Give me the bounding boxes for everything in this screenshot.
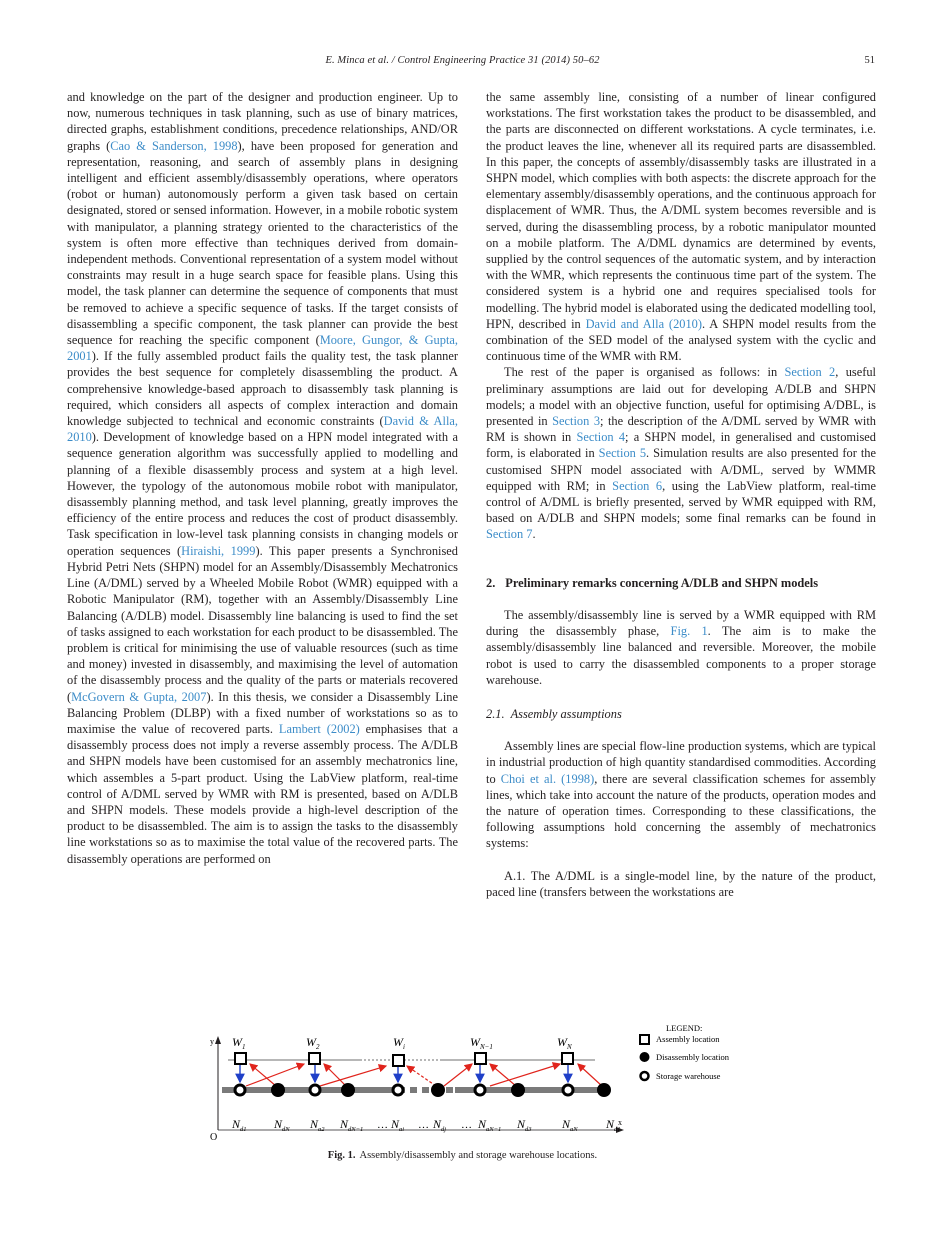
header-citation: E. Minca et al. / Control Engineering Practice 31 (2014) 50–62 [325, 55, 600, 66]
section-title: Preliminary remarks concerning A/DLB and SHPN models [505, 575, 819, 590]
figure-label: Fig. 1. [327, 1150, 356, 1161]
ellipsis: … [418, 1119, 429, 1131]
robot-move-arrow [407, 1066, 436, 1086]
citation-link[interactable]: Cao & Sanderson, 1998 [110, 138, 238, 153]
text-run: Assembly lines are special flow-line production systems, which are typical in industrial production of high quantity standardised commodities. According to [486, 739, 876, 786]
storage-location [563, 1085, 573, 1095]
storage-location [393, 1085, 403, 1095]
legend-storage-marker [641, 1072, 649, 1080]
text-run: ). In this thesis, we consider a Disassembly Line Balancing Problem (DLBP) with a fixed number of workstations so as to maximise the value of recovered parts. [67, 689, 458, 736]
disassembly-location [511, 1083, 525, 1097]
node-label: $N_{aN-1}$ [478, 1117, 502, 1133]
figure-caption-text: Assembly/disassembly and storage warehouse locations. [359, 1150, 598, 1161]
figure-link[interactable]: Fig. 1 [670, 624, 708, 639]
section-heading [486, 575, 876, 591]
workstation-label: $W_1$ [232, 1035, 246, 1051]
citation-link[interactable]: Choi et al. (1998) [500, 771, 595, 786]
citation-link[interactable]: David & Alla, 2010 [67, 414, 458, 445]
node-label: $N_{aN}$ [562, 1117, 578, 1133]
text-run: emphasises that a disassembly process does not imply a reverse assembly process. The A/DLB and SHPN models have been customised for an assembly mechatronics line, which assembles a 5-part product. Using the LabView platform, real-time control of A/DML served by WMR with RM is presented, based on A/DLB and SHPN models. These models provide a high-level description of the product to be disassembled. The aim is to assign the tasks to the disassembly line workstations so as to maximise the total value of the recovered parts. The disassembly operations are performed on [67, 721, 458, 866]
running-header [0, 55, 925, 71]
node-label: $N_{d3}$ [517, 1117, 532, 1133]
y-axis-arrow [215, 1036, 221, 1044]
robot-move-arrow [490, 1064, 560, 1086]
citation-link[interactable]: McGovern & Gupta, 2007 [71, 689, 207, 704]
citation-link[interactable]: David and Alla (2010) [585, 316, 702, 331]
text-run: . A SHPN model results from the combination of the SED model of the analysed system with the cyclic and continuous time of the WMR with RM. [486, 316, 876, 364]
text-run: ), have been proposed for generation and representation, reasoning, and search of assembly plans in designing intelligent and efficient assembly/disassembly operations, where operators (robot or human) autonomously perform a given task based on certain designated, stored or sensed information. However, in a mobile robotic system with manipulator, a planning strategy oriented to the characteristics of the system is often more effective than techniques derived from domain-independent methods. Conventional representation of a system model without constraints may result in a huge search space for feasible plans. Using this model, the task planner can determine the sequence of components that must be removed to achieve a specific sequence of tasks. If the target consists of disassembling a specific component, the task planner can provide the best sequence for reaching the specific component ( [67, 138, 458, 348]
figure-caption [0, 1150, 925, 1161]
node-label: $N_{ai}$ [391, 1117, 405, 1133]
figure-1 [200, 1022, 760, 1157]
robot-move-arrow [490, 1064, 516, 1086]
storage-location [475, 1085, 485, 1095]
text-run: The rest of the paper is organised as follows: in [504, 365, 785, 380]
text-run: ). Development of knowledge based on a HPN model integrated with a sequence generation algorithm was successfully applied to modelling and planning of a flexible disassembly process and system at a high level. However, the typology of the autonomous mobile robot with manipulator, disassembly planning method, and task level planning, greatly improves the efficiency of the entire process and reduces the cost of product disassembly. Task specification in low-level task planning consists in changing models or operation sequences ( [67, 430, 458, 558]
paragraph [486, 89, 876, 364]
y-axis-label: y [210, 1037, 214, 1046]
workstation-label: $W_N$ [557, 1035, 572, 1051]
text-run: A.1. The A/DML is a single-model line, by the nature of the product, paced line (transfers between the workstations are [486, 868, 876, 899]
disassembly-location [271, 1083, 285, 1097]
node-label: $N_{dN}$ [274, 1117, 290, 1133]
legend-assembly-marker [640, 1035, 649, 1044]
origin-label: O [210, 1132, 218, 1143]
text-run: . Simulation results are also presented for the customised SHPN model associated with A/DML, served by WMMR equipped with RM; in [486, 446, 876, 493]
figure-diagram [200, 1022, 760, 1150]
paragraph [486, 738, 876, 851]
node-label: $N_{a2}$ [310, 1117, 325, 1133]
node-label: $N_{dj}$ [433, 1117, 447, 1133]
text-run: the same assembly line, consisting of a number of linear configured workstations. The first workstation takes the product to be disassembled, and the parts are disconnected on different workstations. A cycle terminates, i.e. the product leaves the line, whenever all its required parts are disassembled. In this paper, the concepts of assembly/disassembly tasks are illustrated in a SHPN model, which complies with both aspects: the discrete approach for the elementary assembly/disassembly operations, and the continuous approach for displacement of WMR. Thus, the A/DML system becomes reversible and is served, during the disassembling process, by a robotic manipulator mounted on a mobile platform. The A/DML dynamics are determined by events, supplied by the control sequences of the automatic system, and by interaction with the WMR, which represents the continuous time part of the system. The considered system is a hybrid one and requires specialised tools for modelling. The hybrid model is elaborated using the dedicated modelling tool, HPN, described in [486, 90, 876, 331]
workstation-marker [393, 1055, 404, 1066]
storage-location [310, 1085, 320, 1095]
section-link[interactable]: Section 3 [552, 414, 601, 429]
text-run: , there are several classification schemes for assembly lines, which take into account the nature of the products, operation modes and the nature of operation times. Corresponding to these classifications, the following assumptions hold concerning the assembly of mechatronics systems: [486, 771, 876, 851]
left-column [67, 89, 458, 867]
citation-link[interactable]: Lambert (2002) [278, 721, 360, 736]
paragraph [486, 364, 876, 542]
paragraph [486, 607, 876, 688]
text-run: ). If the fully assembled product fails the quality test, the task planner provides the best sequence for completely disassembling the product. A comprehensive knowledge-based approach to disassembly task planning is required, which considers all aspects of complex interaction and domain knowledge subjected to technical and economic constraints ( [67, 349, 458, 429]
disassembly-location [597, 1083, 611, 1097]
workstation-marker [235, 1053, 246, 1064]
workstation-label: $W_2$ [306, 1035, 320, 1051]
text-run: . [532, 527, 536, 542]
workstation-marker [562, 1053, 573, 1064]
header-journal: Control Engineering Practice 31 (2014) 50–62 [397, 55, 600, 66]
text-run: ). This paper presents a Synchronised Hybrid Petri Nets (SHPN) model for an Assembly/Disassembly Mechatronics Line (A/DML) served by a Wheeled Mobile Robot (WMR) equipped with a Robotic Manipulator (RM), together with an Assembly/Disassembly Line Balancing (A/DLB) model. Disassembly line balancing is used to find the set of tasks assigned to each workstation for each product to be disassembled. The problem is critical for minimising the use of valuable resources (such as time and money) invested in disassembly, and maximising the level of automation of the disassembly process and the quality of the parts or materials recovered ( [67, 543, 458, 704]
node-label: $N_{dN-1}$ [340, 1117, 364, 1133]
text-run: . The aim is to make the assembly/disassembly line balanced and reversible. Moreover, the mobile robot is used to carry the disassembled components to a proper storage warehouse. [486, 624, 877, 687]
section-link[interactable]: Section 4 [576, 430, 626, 445]
text-run: , useful preliminary assumptions are laid out for developing A/DLB and SHPN models; a model with an objective function, useful for optimising A/DBL, is presented in [486, 365, 877, 429]
robot-move-arrow [320, 1066, 386, 1086]
workstation-label: $W_{N-1}$ [470, 1035, 493, 1051]
workstation-marker [475, 1053, 486, 1064]
legend-disassembly-label: Disassembly location [656, 1052, 729, 1062]
subsection-heading [486, 706, 876, 722]
section-number: 2. [486, 575, 496, 590]
section-link[interactable]: Section 7 [486, 527, 533, 542]
workstation-marker [309, 1053, 320, 1064]
storage-location [235, 1085, 245, 1095]
section-link[interactable]: Section 6 [612, 478, 663, 493]
x-axis-label: x [618, 1118, 622, 1127]
header-authors: E. Minca et al. [325, 55, 390, 66]
robot-move-arrow [324, 1064, 346, 1086]
paragraph [67, 89, 458, 867]
disassembly-location [341, 1083, 355, 1097]
text-run: , using the LabView platform, real-time control of A/DML is briefly presented, served by WMR equipped with RM, based on A/DLB and SHPN models; some final remarks can be found in [486, 478, 876, 526]
node-label: $N_{d1}$ [232, 1117, 247, 1133]
section-link[interactable]: Section 2 [784, 365, 836, 380]
citation-link[interactable]: Moore, Gungor, & Gupta, 2001 [67, 333, 458, 364]
text-run: ; a SHPN model, in generalised and customised form, is elaborated in [486, 430, 876, 461]
legend-storage-label: Storage warehouse [656, 1071, 721, 1081]
text-run: and knowledge on the part of the designer and production engineer. Up to now, numerous techniques in task planning, such as use of binary matrices, directed graphs, establishment conditions, precedence relationships, AND/OR graphs ( [67, 90, 458, 153]
robot-move-arrow [444, 1064, 472, 1086]
ellipsis: … [377, 1119, 388, 1131]
page-number: 51 [864, 55, 875, 66]
workstation-label: $W_i$ [393, 1035, 405, 1051]
legend-title: LEGEND: [666, 1023, 703, 1033]
right-column [486, 89, 876, 900]
legend-assembly-label: Assembly location [656, 1034, 720, 1044]
robot-move-arrow [578, 1064, 602, 1086]
legend-disassembly-marker [640, 1052, 650, 1062]
disassembly-location [431, 1083, 445, 1097]
text-run: ; the description of the A/DML served by WMR with RM is shown in [486, 414, 876, 445]
subsection-number: 2.1. [486, 706, 505, 721]
citation-link[interactable]: Hiraishi, 1999 [181, 543, 256, 558]
subsection-title: Assembly assumptions [510, 706, 622, 721]
section-link[interactable]: Section 5 [598, 446, 647, 461]
ellipsis: … [461, 1119, 472, 1131]
text-run: The assembly/disassembly line is served by a WMR equipped with RM during the disassembly phase, [486, 607, 876, 639]
assumption-item [486, 868, 876, 900]
node-label: $N_{d1}$ [606, 1117, 621, 1133]
